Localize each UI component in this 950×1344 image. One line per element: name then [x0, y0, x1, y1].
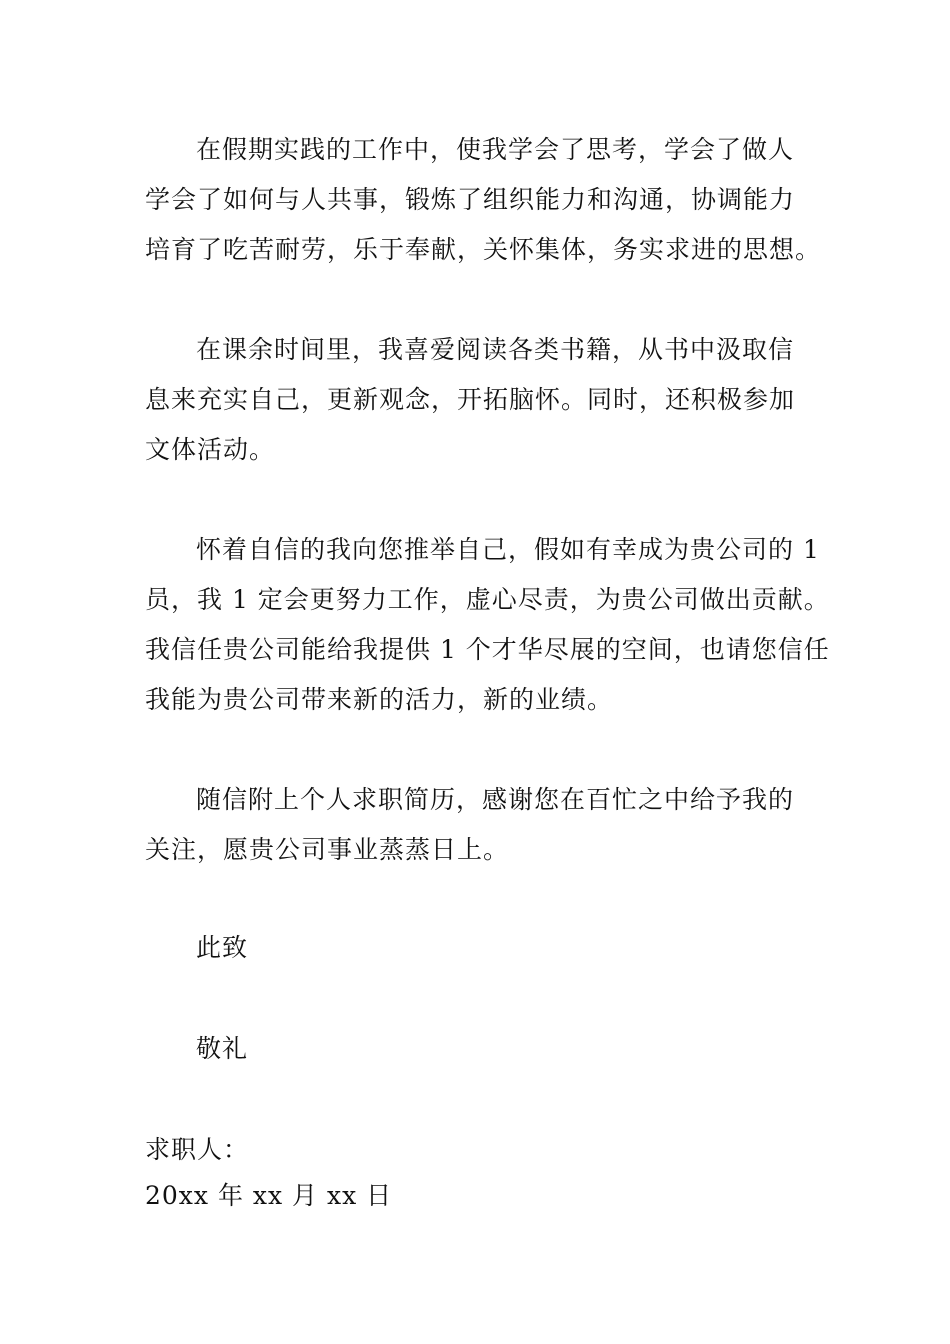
paragraph-2-line-3: 文体活动。: [145, 435, 276, 464]
paragraph-3-line-3: 我信任贵公司能给我提供 1 个才华尽展的空间，也请您信任: [145, 635, 830, 664]
paragraph-1-line-1: 在假期实践的工作中，使我学会了思考，学会了做人: [196, 135, 795, 164]
paragraph-1-line-2: 学会了如何与人共事，锻炼了组织能力和沟通，协调能力: [145, 185, 796, 214]
paragraph-3-line-1: 怀着自信的我向您推举自己，假如有幸成为贵公司的 1: [196, 535, 820, 564]
paragraph-2-line-1: 在课余时间里，我喜爱阅读各类书籍，从书中汲取信: [196, 335, 795, 364]
paragraph-4-line-1: 随信附上个人求职简历，感谢您在百忙之中给予我的: [196, 785, 795, 814]
paragraph-1-line-3: 培育了吃苦耐劳，乐于奉献，关怀集体，务实求进的思想。: [145, 235, 822, 264]
paragraph-2-line-2: 息来充实自己，更新观念，开拓脑怀。同时，还积极参加: [145, 385, 796, 414]
paragraph-3-line-4: 我能为贵公司带来新的活力，新的业绩。: [145, 685, 614, 714]
paragraph-4-line-2: 关注，愿贵公司事业蒸蒸日上。: [145, 835, 510, 864]
closing-salutation: 此致: [196, 933, 249, 962]
paragraph-3-line-2: 员，我 1 定会更努力工作，虚心尽责，为贵公司做出贡献。: [145, 585, 830, 614]
letter-date: 20xx 年 xx 月 xx 日: [145, 1181, 393, 1210]
applicant-label: 求职人：: [145, 1135, 250, 1164]
closing-regards: 敬礼: [196, 1034, 249, 1063]
